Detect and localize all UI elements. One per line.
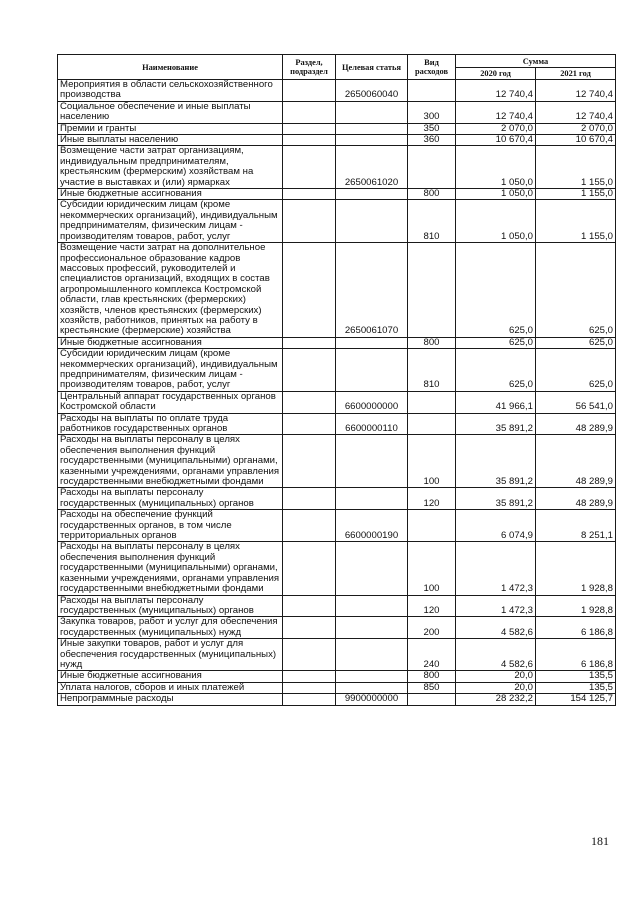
table-row (58, 101, 616, 123)
row-kind (408, 146, 456, 189)
row-target: 6600000190 (336, 510, 408, 542)
row-name: Иные бюджетные ассигнования (58, 671, 283, 682)
row-sum-2021: 48 289,9 (536, 413, 616, 435)
row-name: Социальное обеспечение и иные выплаты населению (58, 101, 283, 123)
row-name: Возмещение части затрат организациям, индивидуальным предпринимателям, крестьянским (фермерским) хозяйствам на участие в выставках и (или) ярмарках (58, 146, 283, 189)
row-target (336, 337, 408, 348)
row-sum-2020: 625,0 (456, 243, 536, 338)
row-sum-2020: 28 232,2 (456, 694, 536, 705)
row-kind: 810 (408, 349, 456, 392)
row-name: Непрограммные расходы (58, 694, 283, 705)
row-target: 6600000110 (336, 413, 408, 435)
table-row (58, 189, 616, 200)
row-name: Премии и гранты (58, 123, 283, 134)
row-sum-2021: 12 740,4 (536, 101, 616, 123)
row-kind: 300 (408, 101, 456, 123)
row-section (283, 671, 336, 682)
row-sum-2020: 12 740,4 (456, 80, 536, 102)
row-target: 2650061070 (336, 243, 408, 338)
row-name: Закупка товаров, работ и услуг для обеспечения государственных (муниципальных) нужд (58, 617, 283, 639)
row-target: 2650060040 (336, 80, 408, 102)
row-target (336, 671, 408, 682)
table-row (58, 80, 616, 102)
table-row (58, 639, 616, 671)
row-section (283, 413, 336, 435)
row-section (283, 135, 336, 146)
row-sum-2020: 12 740,4 (456, 101, 536, 123)
header-year-2021: 2021 год (536, 68, 616, 80)
row-target (336, 682, 408, 693)
row-kind (408, 80, 456, 102)
row-name: Иные выплаты населению (58, 135, 283, 146)
table-row (58, 135, 616, 146)
table-row (58, 542, 616, 595)
row-name: Расходы на выплаты персоналу государственных (муниципальных) органов (58, 488, 283, 510)
row-sum-2021: 135,5 (536, 682, 616, 693)
row-kind (408, 694, 456, 705)
table-row (58, 391, 616, 413)
row-section (283, 146, 336, 189)
row-target (336, 101, 408, 123)
row-sum-2020: 1 472,3 (456, 595, 536, 617)
row-target: 9900000000 (336, 694, 408, 705)
row-section (283, 80, 336, 102)
row-sum-2021: 12 740,4 (536, 80, 616, 102)
row-target (336, 435, 408, 488)
row-sum-2021: 625,0 (536, 243, 616, 338)
header-section: Раздел, подраздел (283, 55, 336, 80)
row-section (283, 391, 336, 413)
header-year-2020: 2020 год (456, 68, 536, 80)
header-name: Наименование (58, 55, 283, 80)
row-section (283, 510, 336, 542)
row-sum-2021: 1 928,8 (536, 595, 616, 617)
row-name: Расходы на выплаты персоналу в целях обеспечения выполнения функций государственными (муниципальными) органами, казенными учреждениями, органами управления государственными внебюджетными фондами (58, 435, 283, 488)
row-sum-2020: 4 582,6 (456, 639, 536, 671)
table-row (58, 488, 616, 510)
row-sum-2020: 6 074,9 (456, 510, 536, 542)
row-target (336, 595, 408, 617)
row-target: 2650061020 (336, 146, 408, 189)
row-section (283, 488, 336, 510)
row-section (283, 349, 336, 392)
row-name: Иные бюджетные ассигнования (58, 189, 283, 200)
table-row (58, 146, 616, 189)
row-sum-2021: 48 289,9 (536, 488, 616, 510)
row-target (336, 200, 408, 243)
row-name: Субсидии юридическим лицам (кроме некоммерческих организаций), индивидуальным предпринимателям, физическим лицам - производителям товаров, работ, услуг (58, 200, 283, 243)
row-kind: 240 (408, 639, 456, 671)
row-section (283, 682, 336, 693)
row-sum-2020: 1 050,0 (456, 189, 536, 200)
row-kind: 200 (408, 617, 456, 639)
row-section (283, 694, 336, 705)
row-name: Расходы на выплаты персоналу государственных (муниципальных) органов (58, 595, 283, 617)
row-target (336, 617, 408, 639)
row-sum-2021: 10 670,4 (536, 135, 616, 146)
row-kind: 800 (408, 189, 456, 200)
row-sum-2021: 1 155,0 (536, 189, 616, 200)
row-kind: 120 (408, 595, 456, 617)
table-header (58, 55, 616, 80)
row-sum-2020: 2 070,0 (456, 123, 536, 134)
row-name: Расходы на выплаты персоналу в целях обеспечения выполнения функций государственными (муниципальными) органами, казенными учреждениями, органами управления государственными внебюджетными фондами (58, 542, 283, 595)
header-sum: Сумма (456, 55, 616, 68)
row-target (336, 542, 408, 595)
table-row (58, 617, 616, 639)
table-body (58, 80, 616, 706)
row-target (336, 639, 408, 671)
table-row (58, 510, 616, 542)
table-row (58, 337, 616, 348)
row-name: Центральный аппарат государственных органов Костромской области (58, 391, 283, 413)
table-row (58, 200, 616, 243)
row-target: 6600000000 (336, 391, 408, 413)
row-sum-2020: 35 891,2 (456, 435, 536, 488)
row-target (336, 189, 408, 200)
table-row (58, 123, 616, 134)
table-row (58, 694, 616, 705)
row-sum-2021: 625,0 (536, 337, 616, 348)
row-name: Возмещение части затрат на дополнительное профессиональное образование кадров массовых профессий, руководителей и специалистов организаций, входящих в состав агропромышленного комплекса Костромской области, глав крестьянских (фермерских) хозяйств, членов крестьянских (фермерских) хозяйств, работников, принятых на работу в крестьянские (фермерские) хозяйства (58, 243, 283, 338)
row-sum-2020: 20,0 (456, 671, 536, 682)
row-sum-2021: 1 155,0 (536, 146, 616, 189)
row-section (283, 617, 336, 639)
row-sum-2021: 1 928,8 (536, 542, 616, 595)
row-sum-2021: 625,0 (536, 349, 616, 392)
row-sum-2021: 154 125,7 (536, 694, 616, 705)
row-section (283, 101, 336, 123)
row-section (283, 243, 336, 338)
row-kind: 850 (408, 682, 456, 693)
row-sum-2020: 41 966,1 (456, 391, 536, 413)
row-sum-2020: 35 891,2 (456, 413, 536, 435)
row-sum-2021: 6 186,8 (536, 639, 616, 671)
row-sum-2021: 48 289,9 (536, 435, 616, 488)
row-name: Расходы на обеспечение функций государственных органов, в том числе территориальных органов (58, 510, 283, 542)
row-target (336, 349, 408, 392)
row-sum-2020: 1 050,0 (456, 146, 536, 189)
row-sum-2020: 1 472,3 (456, 542, 536, 595)
row-sum-2020: 20,0 (456, 682, 536, 693)
row-name: Уплата налогов, сборов и иных платежей (58, 682, 283, 693)
table-row (58, 243, 616, 338)
row-sum-2021: 135,5 (536, 671, 616, 682)
row-section (283, 595, 336, 617)
table-row (58, 671, 616, 682)
row-name: Иные бюджетные ассигнования (58, 337, 283, 348)
row-sum-2020: 625,0 (456, 337, 536, 348)
table-row (58, 682, 616, 693)
page-number: 181 (591, 834, 609, 848)
row-target (336, 123, 408, 134)
row-section (283, 200, 336, 243)
row-name: Мероприятия в области сельскохозяйственного производства (58, 80, 283, 102)
budget-table (57, 54, 616, 706)
row-kind (408, 243, 456, 338)
table-row (58, 595, 616, 617)
row-sum-2020: 35 891,2 (456, 488, 536, 510)
row-kind: 800 (408, 337, 456, 348)
row-target (336, 488, 408, 510)
row-sum-2020: 625,0 (456, 349, 536, 392)
row-section (283, 337, 336, 348)
row-kind: 800 (408, 671, 456, 682)
row-sum-2021: 6 186,8 (536, 617, 616, 639)
row-kind: 120 (408, 488, 456, 510)
row-kind (408, 391, 456, 413)
header-target: Целевая статья (336, 55, 408, 80)
table-row (58, 435, 616, 488)
row-sum-2020: 1 050,0 (456, 200, 536, 243)
row-kind: 100 (408, 435, 456, 488)
row-name: Субсидии юридическим лицам (кроме некоммерческих организаций), индивидуальным предпринимателям, физическим лицам - производителям товаров, работ, услуг (58, 349, 283, 392)
row-section (283, 639, 336, 671)
row-kind: 100 (408, 542, 456, 595)
row-target (336, 135, 408, 146)
row-name: Расходы на выплаты по оплате труда работников государственных органов (58, 413, 283, 435)
row-kind: 810 (408, 200, 456, 243)
row-name: Иные закупки товаров, работ и услуг для обеспечения государственных (муниципальных) нужд (58, 639, 283, 671)
row-section (283, 542, 336, 595)
row-sum-2020: 4 582,6 (456, 617, 536, 639)
row-kind: 360 (408, 135, 456, 146)
table-row (58, 413, 616, 435)
row-sum-2021: 56 541,0 (536, 391, 616, 413)
row-kind (408, 510, 456, 542)
row-section (283, 189, 336, 200)
table-row (58, 349, 616, 392)
row-sum-2020: 10 670,4 (456, 135, 536, 146)
row-kind: 350 (408, 123, 456, 134)
row-sum-2021: 2 070,0 (536, 123, 616, 134)
row-kind (408, 413, 456, 435)
row-section (283, 435, 336, 488)
row-section (283, 123, 336, 134)
header-kind: Вид расходов (408, 55, 456, 80)
row-sum-2021: 8 251,1 (536, 510, 616, 542)
row-sum-2021: 1 155,0 (536, 200, 616, 243)
